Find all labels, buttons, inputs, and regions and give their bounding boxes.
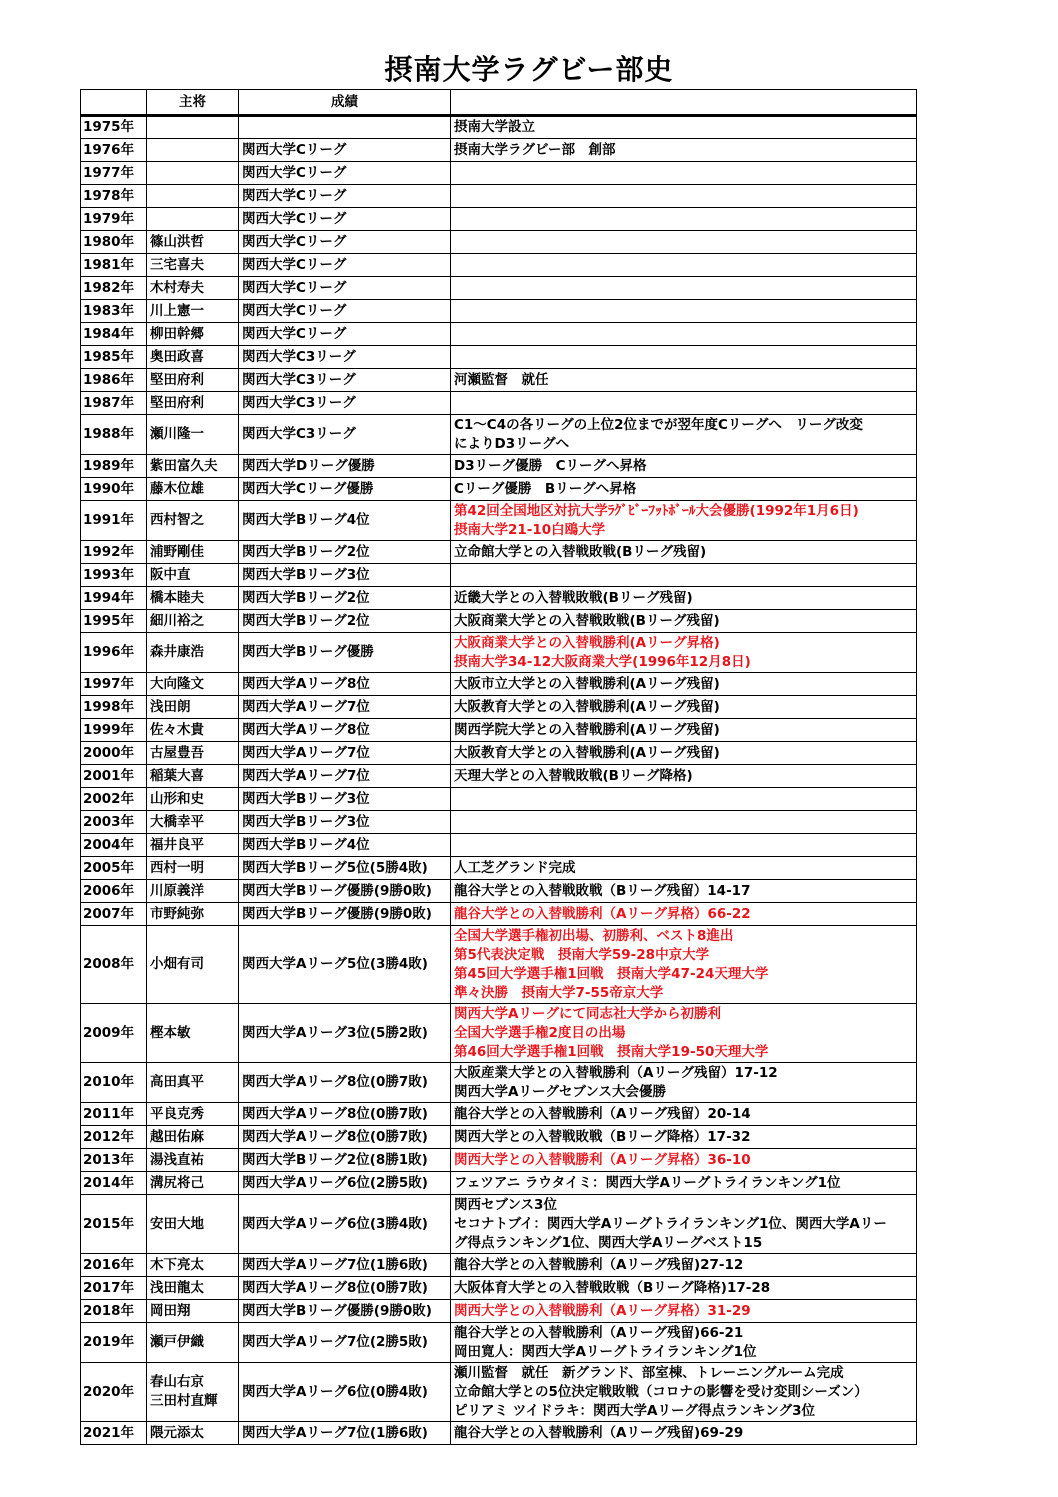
result-cell: 関西大学Bリーグ3位 <box>239 564 451 587</box>
year-cell: 1996年 <box>81 633 147 673</box>
table-row <box>81 564 917 587</box>
notes-cell <box>451 564 917 587</box>
result-cell: 関西大学Aリーグ8位 <box>239 673 451 696</box>
notes-cell <box>451 300 917 323</box>
notes-cell <box>451 1149 917 1172</box>
result-cell: 関西大学Cリーグ <box>239 139 451 162</box>
result-cell: 関西大学Aリーグ7位 <box>239 696 451 719</box>
notes-cell <box>451 1422 917 1445</box>
table-row <box>81 1254 917 1277</box>
year-cell: 1975年 <box>81 116 147 139</box>
table-row <box>81 1323 917 1363</box>
notes-cell <box>451 1254 917 1277</box>
notes-cell <box>451 788 917 811</box>
result-cell: 関西大学Cリーグ優勝 <box>239 478 451 501</box>
result-cell: 関西大学Bリーグ2位 <box>239 610 451 633</box>
year-cell: 2007年 <box>81 903 147 926</box>
note-line: 大阪産業大学との入替戦勝利（Aリーグ残留）17-12 <box>454 1064 778 1081</box>
note-line: 天理大学との入替戦敗戦(Bリーグ降格) <box>454 767 693 784</box>
note-line: 近畿大学との入替戦敗戦(Bリーグ残留) <box>454 589 693 606</box>
captain-cell <box>147 139 239 162</box>
result-cell: 関西大学Cリーグ <box>239 277 451 300</box>
header-notes <box>451 90 917 116</box>
note-line: C1～C4の各リーグの上位2位までが翌年度Cリーグへ リーグ改変 <box>454 416 863 433</box>
notes-cell <box>451 346 917 369</box>
note-line: 関西セブンス3位 <box>454 1196 557 1213</box>
captain-cell: 奥田政喜 <box>147 346 239 369</box>
captain-cell: 春山右京 三田村直輝 <box>147 1363 239 1422</box>
note-line: 全国大学選手権初出場、初勝利、ベスト8進出 <box>454 927 734 944</box>
year-cell: 1991年 <box>81 501 147 541</box>
note-line: ピリアミ ツイドラキ：関西大学Aリーグ得点ランキング3位 <box>454 1402 815 1419</box>
table-row <box>81 903 917 926</box>
result-cell: 関西大学Bリーグ優勝(9勝0敗) <box>239 1300 451 1323</box>
result-cell: 関西大学C3リーグ <box>239 415 451 455</box>
table-row <box>81 1063 917 1103</box>
year-cell: 1990年 <box>81 478 147 501</box>
year-cell: 2021年 <box>81 1422 147 1445</box>
year-cell: 1985年 <box>81 346 147 369</box>
note-line: 岡田寛人：関西大学Aリーグトライランキング1位 <box>454 1343 757 1360</box>
page-title: 摂南大学ラグビー部史 <box>384 53 674 86</box>
result-cell: 関西大学Aリーグ8位(0勝7敗) <box>239 1063 451 1103</box>
captain-cell: 堅田府利 <box>147 392 239 415</box>
notes-cell <box>451 765 917 788</box>
notes-cell <box>451 501 917 541</box>
captain-cell: 平良克秀 <box>147 1103 239 1126</box>
year-cell: 1986年 <box>81 369 147 392</box>
table-row <box>81 857 917 880</box>
result-cell: 関西大学Aリーグ7位 <box>239 742 451 765</box>
table-row <box>81 1103 917 1126</box>
result-cell: 関西大学Aリーグ7位 <box>239 765 451 788</box>
notes-cell <box>451 587 917 610</box>
result-cell: 関西大学Dリーグ優勝 <box>239 455 451 478</box>
table-row <box>81 455 917 478</box>
notes-cell <box>451 369 917 392</box>
captain-cell: 浦野剛佳 <box>147 541 239 564</box>
result-cell: 関西大学C3リーグ <box>239 369 451 392</box>
note-line: D3リーグ優勝 Cリーグへ昇格 <box>454 457 647 474</box>
note-line: 摂南大学21-10白鴎大学 <box>454 521 606 538</box>
result-cell: 関西大学Aリーグ8位 <box>239 719 451 742</box>
note-line: 瀬川監督 就任 新グランド、部室棟、トレーニングルーム完成 <box>454 1364 844 1381</box>
year-cell: 1978年 <box>81 185 147 208</box>
note-line: 全国大学選手権2度目の出場 <box>454 1024 626 1041</box>
note-line: 立命館大学との入替戦敗戦(Bリーグ残留) <box>454 543 707 560</box>
year-cell: 2012年 <box>81 1126 147 1149</box>
notes-cell <box>451 926 917 1004</box>
captain-cell: 溝尻将己 <box>147 1172 239 1195</box>
table-row <box>81 346 917 369</box>
result-cell: 関西大学Aリーグ6位(0勝4敗) <box>239 1363 451 1422</box>
notes-cell <box>451 208 917 231</box>
year-cell: 2018年 <box>81 1300 147 1323</box>
year-cell: 2009年 <box>81 1004 147 1063</box>
captain-cell: 隈元添太 <box>147 1422 239 1445</box>
note-line: 大阪商業大学との入替戦勝利(Aリーグ昇格) <box>454 634 720 651</box>
result-cell: 関西大学Cリーグ <box>239 231 451 254</box>
notes-cell <box>451 392 917 415</box>
notes-cell <box>451 1300 917 1323</box>
captain-cell <box>147 208 239 231</box>
note-line: セコナトブイ：関西大学Aリーグトライランキング1位、関西大学Aリー <box>454 1215 887 1232</box>
table-row <box>81 208 917 231</box>
captain-cell <box>147 116 239 139</box>
table-row <box>81 415 917 455</box>
notes-cell <box>451 116 917 139</box>
year-cell: 1988年 <box>81 415 147 455</box>
notes-cell <box>451 1363 917 1422</box>
captain-cell: 堅田府利 <box>147 369 239 392</box>
note-line: 立命館大学との5位決定戦敗戦（コロナの影響を受け変則シーズン） <box>454 1383 868 1400</box>
captain-cell: 橋本睦夫 <box>147 587 239 610</box>
result-cell: 関西大学Cリーグ <box>239 162 451 185</box>
captain-cell: 篠山洪哲 <box>147 231 239 254</box>
note-line: 龍谷大学との入替戦勝利（Aリーグ残留)66-21 <box>454 1324 744 1341</box>
table-row <box>81 1149 917 1172</box>
table-row <box>81 501 917 541</box>
table-row <box>81 765 917 788</box>
table-row <box>81 478 917 501</box>
result-cell: 関西大学Bリーグ優勝 <box>239 633 451 673</box>
result-cell: 関西大学Cリーグ <box>239 254 451 277</box>
result-cell: 関西大学Bリーグ3位 <box>239 811 451 834</box>
table-row <box>81 1195 917 1254</box>
table-row <box>81 1277 917 1300</box>
result-cell: 関西大学Bリーグ2位 <box>239 587 451 610</box>
captain-cell: 浅田朗 <box>147 696 239 719</box>
result-cell: 関西大学Aリーグ7位(1勝6敗) <box>239 1422 451 1445</box>
result-cell: 関西大学Aリーグ8位(0勝7敗) <box>239 1126 451 1149</box>
year-cell: 2003年 <box>81 811 147 834</box>
note-line: 大阪市立大学との入替戦勝利(Aリーグ残留) <box>454 675 720 692</box>
table-row <box>81 834 917 857</box>
year-cell: 1999年 <box>81 719 147 742</box>
table-row <box>81 300 917 323</box>
notes-cell <box>451 633 917 673</box>
year-cell: 1994年 <box>81 587 147 610</box>
year-cell: 2020年 <box>81 1363 147 1422</box>
notes-cell <box>451 139 917 162</box>
captain-cell: 西村智之 <box>147 501 239 541</box>
captain-cell: 紫田富久夫 <box>147 455 239 478</box>
year-cell: 1979年 <box>81 208 147 231</box>
note-line: 関西大学との入替戦勝利（Aリーグ昇格）36-10 <box>454 1151 751 1168</box>
notes-cell <box>451 673 917 696</box>
notes-cell <box>451 696 917 719</box>
table-row <box>81 162 917 185</box>
notes-cell <box>451 478 917 501</box>
note-line: 第46回大学選手権1回戦 摂南大学19-50天理大学 <box>454 1043 769 1060</box>
note-line: 人工芝グランド完成 <box>454 859 576 876</box>
result-cell: 関西大学Aリーグ6位(3勝4敗) <box>239 1195 451 1254</box>
result-cell: 関西大学Bリーグ3位 <box>239 788 451 811</box>
table-row <box>81 369 917 392</box>
year-cell: 1982年 <box>81 277 147 300</box>
header-year <box>81 90 147 116</box>
note-line: グ得点ランキング1位、関西大学Aリーグベスト15 <box>454 1234 763 1251</box>
result-cell: 関西大学Aリーグ8位(0勝7敗) <box>239 1277 451 1300</box>
table-row <box>81 323 917 346</box>
result-cell: 関西大学Bリーグ優勝(9勝0敗) <box>239 903 451 926</box>
table-row <box>81 742 917 765</box>
note-line: 関西大学との入替戦勝利（Aリーグ昇格）31-29 <box>454 1302 751 1319</box>
note-line: 龍谷大学との入替戦勝利（Aリーグ残留)69-29 <box>454 1424 744 1441</box>
result-cell: 関西大学Aリーグ7位(1勝6敗) <box>239 1254 451 1277</box>
notes-cell <box>451 415 917 455</box>
captain-cell: 川原義洋 <box>147 880 239 903</box>
year-cell: 1977年 <box>81 162 147 185</box>
notes-cell <box>451 880 917 903</box>
notes-cell <box>451 1004 917 1063</box>
notes-cell <box>451 541 917 564</box>
captain-cell: 大橋幸平 <box>147 811 239 834</box>
table-row <box>81 811 917 834</box>
note-line: 関西大学Aリーグにて同志社大学から初勝利 <box>454 1005 721 1022</box>
captain-cell: 柳田幹郷 <box>147 323 239 346</box>
table-row <box>81 1363 917 1422</box>
notes-cell <box>451 162 917 185</box>
note-line: 準々決勝 摂南大学7-55帝京大学 <box>454 984 664 1001</box>
result-cell: 関西大学Bリーグ5位(5勝4敗) <box>239 857 451 880</box>
notes-cell <box>451 857 917 880</box>
captain-cell: 瀬川隆一 <box>147 415 239 455</box>
captain-cell: 川上憲一 <box>147 300 239 323</box>
captain-cell <box>147 162 239 185</box>
year-cell: 2008年 <box>81 926 147 1004</box>
captain-cell: 細川裕之 <box>147 610 239 633</box>
year-cell: 2006年 <box>81 880 147 903</box>
year-cell: 1993年 <box>81 564 147 587</box>
notes-cell <box>451 1195 917 1254</box>
note-line: 関西大学Aリーグセブンス大会優勝 <box>454 1083 667 1100</box>
table-row <box>81 1172 917 1195</box>
table-row <box>81 926 917 1004</box>
captain-cell: 稲葉大喜 <box>147 765 239 788</box>
result-cell: 関西大学Bリーグ2位 <box>239 541 451 564</box>
year-cell: 2010年 <box>81 1063 147 1103</box>
result-cell: 関西大学Aリーグ7位(2勝5敗) <box>239 1323 451 1363</box>
note-line: 第5代表決定戦 摂南大学59-28中京大学 <box>454 946 710 963</box>
year-cell: 1981年 <box>81 254 147 277</box>
notes-cell <box>451 231 917 254</box>
year-cell: 2004年 <box>81 834 147 857</box>
table-row <box>81 1004 917 1063</box>
result-cell: 関西大学Bリーグ4位 <box>239 834 451 857</box>
table-row <box>81 587 917 610</box>
table-row <box>81 719 917 742</box>
captain-cell: 藤木位雄 <box>147 478 239 501</box>
captain-cell: 山形和史 <box>147 788 239 811</box>
year-cell: 1983年 <box>81 300 147 323</box>
notes-cell <box>451 1172 917 1195</box>
result-cell: 関西大学Bリーグ優勝(9勝0敗) <box>239 880 451 903</box>
result-cell: 関西大学C3リーグ <box>239 346 451 369</box>
captain-cell: 岡田翔 <box>147 1300 239 1323</box>
table-row <box>81 277 917 300</box>
year-cell: 2011年 <box>81 1103 147 1126</box>
note-line: 龍谷大学との入替戦勝利（Aリーグ昇格）66-22 <box>454 905 751 922</box>
year-cell: 2001年 <box>81 765 147 788</box>
header-row <box>81 90 917 116</box>
year-cell: 2016年 <box>81 1254 147 1277</box>
note-line: 河瀬監督 就任 <box>454 371 549 388</box>
table-row <box>81 139 917 162</box>
notes-cell <box>451 277 917 300</box>
notes-cell <box>451 323 917 346</box>
table-row <box>81 254 917 277</box>
captain-cell: 越田佑麻 <box>147 1126 239 1149</box>
captain-cell: 大向隆文 <box>147 673 239 696</box>
table-row <box>81 392 917 415</box>
result-cell: 関西大学Cリーグ <box>239 208 451 231</box>
notes-cell <box>451 1323 917 1363</box>
captain-cell: 木下亮太 <box>147 1254 239 1277</box>
table-row <box>81 185 917 208</box>
table-row <box>81 788 917 811</box>
captain-cell: 湯浅直祐 <box>147 1149 239 1172</box>
note-line: Cリーグ優勝 Bリーグへ昇格 <box>454 480 637 497</box>
result-cell: 関西大学Cリーグ <box>239 323 451 346</box>
note-line: 関西学院大学との入替戦勝利(Aリーグ残留) <box>454 721 720 738</box>
notes-cell <box>451 185 917 208</box>
notes-cell <box>451 719 917 742</box>
year-cell: 2002年 <box>81 788 147 811</box>
note-line: 摂南大学34-12大阪商業大学(1996年12月8日) <box>454 653 751 670</box>
note-line: 大阪商業大学との入替戦敗戦(Bリーグ残留) <box>454 612 720 629</box>
table-row <box>81 673 917 696</box>
captain-cell: 福井良平 <box>147 834 239 857</box>
year-cell: 2005年 <box>81 857 147 880</box>
captain-cell: 古屋豊吾 <box>147 742 239 765</box>
captain-cell: 瀬戸伊織 <box>147 1323 239 1363</box>
result-cell: 関西大学Aリーグ8位(0勝7敗) <box>239 1103 451 1126</box>
note-line: 龍谷大学との入替戦勝利（Aリーグ残留)27-12 <box>454 1256 744 1273</box>
captain-cell: 佐々木貴 <box>147 719 239 742</box>
note-line: 大阪体育大学との入替戦敗戦（Bリーグ降格)17-28 <box>454 1279 771 1296</box>
notes-cell <box>451 742 917 765</box>
table-row <box>81 231 917 254</box>
captain-cell <box>147 185 239 208</box>
table-row <box>81 880 917 903</box>
result-cell: 関西大学Aリーグ3位(5勝2敗) <box>239 1004 451 1063</box>
result-cell: 関西大学Cリーグ <box>239 185 451 208</box>
result-cell: 関西大学Aリーグ6位(2勝5敗) <box>239 1172 451 1195</box>
note-line: 関西大学との入替戦敗戦（Bリーグ降格）17-32 <box>454 1128 751 1145</box>
year-cell: 2017年 <box>81 1277 147 1300</box>
captain-cell: 西村一明 <box>147 857 239 880</box>
notes-cell <box>451 455 917 478</box>
year-cell: 2014年 <box>81 1172 147 1195</box>
result-cell: 関西大学Bリーグ4位 <box>239 501 451 541</box>
captain-cell: 小畑有司 <box>147 926 239 1004</box>
notes-cell <box>451 834 917 857</box>
year-cell: 1984年 <box>81 323 147 346</box>
notes-cell <box>451 254 917 277</box>
note-line: 摂南大学設立 <box>454 119 535 135</box>
year-cell: 1976年 <box>81 139 147 162</box>
note-line: によりD3リーグへ <box>454 435 570 452</box>
year-cell: 1980年 <box>81 231 147 254</box>
note-line: 第45回大学選手権1回戦 摂南大学47-24天理大学 <box>454 965 769 982</box>
year-cell: 2000年 <box>81 742 147 765</box>
table-row <box>81 1422 917 1445</box>
notes-cell <box>451 610 917 633</box>
note-line: 第42回全国地区対抗大学ﾗｸﾞﾋﾞｰﾌｯﾄﾎﾞｰﾙ大会優勝(1992年1月6日) <box>454 502 859 519</box>
year-cell: 2013年 <box>81 1149 147 1172</box>
result-cell: 関西大学Cリーグ <box>239 300 451 323</box>
table-row <box>81 1126 917 1149</box>
year-cell: 1997年 <box>81 673 147 696</box>
captain-cell: 高田真平 <box>147 1063 239 1103</box>
header-captain: 主将 <box>147 90 239 116</box>
note-line: 大阪教育大学との入替戦勝利(Aリーグ残留) <box>454 744 720 761</box>
year-cell: 1989年 <box>81 455 147 478</box>
result-cell: 関西大学Bリーグ2位(8勝1敗) <box>239 1149 451 1172</box>
notes-cell <box>451 1126 917 1149</box>
year-cell: 1992年 <box>81 541 147 564</box>
result-cell <box>239 116 451 139</box>
year-cell: 1987年 <box>81 392 147 415</box>
year-cell: 1995年 <box>81 610 147 633</box>
notes-cell <box>451 1103 917 1126</box>
result-cell: 関西大学Aリーグ5位(3勝4敗) <box>239 926 451 1004</box>
captain-cell: 木村寿夫 <box>147 277 239 300</box>
note-line: 龍谷大学との入替戦敗戦（Bリーグ残留）14-17 <box>454 882 751 899</box>
year-cell: 2015年 <box>81 1195 147 1254</box>
table-row <box>81 633 917 673</box>
year-cell: 2019年 <box>81 1323 147 1363</box>
notes-cell <box>451 1277 917 1300</box>
table-row <box>81 116 917 139</box>
captain-cell: 森井康浩 <box>147 633 239 673</box>
table-row <box>81 610 917 633</box>
captain-cell: 樫本敏 <box>147 1004 239 1063</box>
table-row <box>81 696 917 719</box>
notes-cell <box>451 903 917 926</box>
table-row <box>81 1300 917 1323</box>
result-cell: 関西大学C3リーグ <box>239 392 451 415</box>
header-result: 成績 <box>239 90 451 116</box>
note-line: 大阪教育大学との入替戦勝利(Aリーグ残留) <box>454 698 720 715</box>
notes-cell <box>451 1063 917 1103</box>
captain-cell: 阪中直 <box>147 564 239 587</box>
captain-cell: 安田大地 <box>147 1195 239 1254</box>
note-line: 摂南大学ラグビー部 創部 <box>454 141 616 158</box>
table-row <box>81 541 917 564</box>
captain-cell: 浅田龍太 <box>147 1277 239 1300</box>
note-line: フェツアニ ラウタイミ：関西大学Aリーグトライランキング1位 <box>454 1174 841 1191</box>
captain-cell: 三宅喜夫 <box>147 254 239 277</box>
note-line: 龍谷大学との入替戦勝利（Aリーグ残留）20-14 <box>454 1105 751 1122</box>
captain-cell: 市野純弥 <box>147 903 239 926</box>
notes-cell <box>451 811 917 834</box>
year-cell: 1998年 <box>81 696 147 719</box>
history-table <box>80 89 917 1445</box>
